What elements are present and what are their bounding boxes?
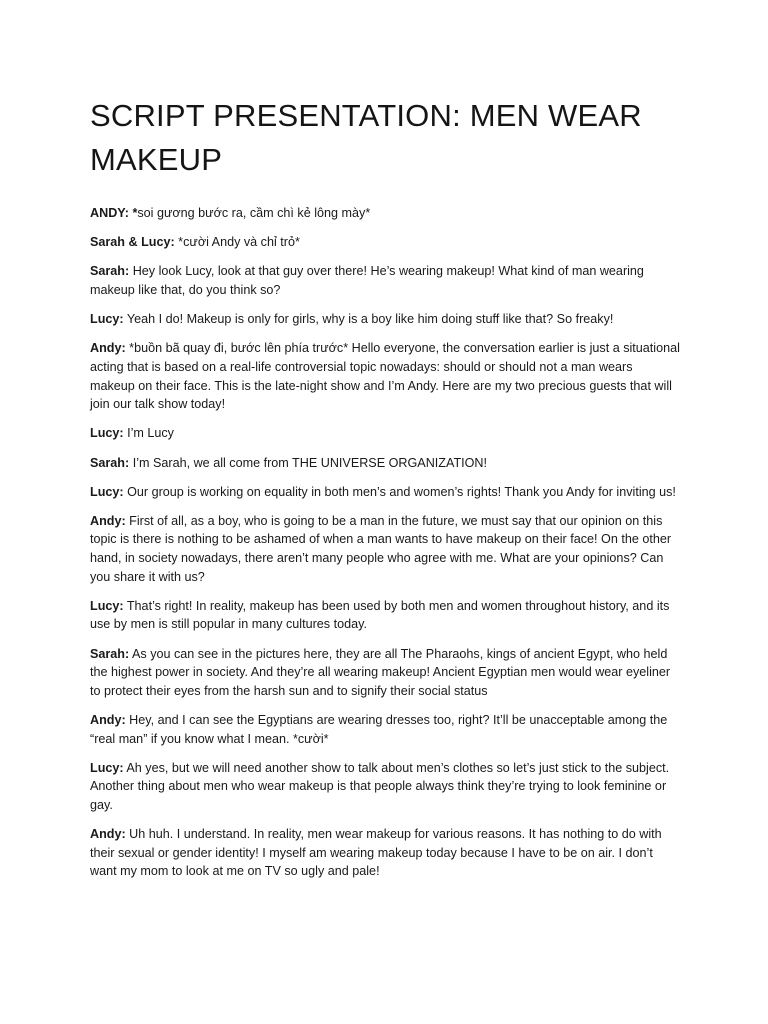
- dialogue-text: Our group is working on equality in both men’s and women’s rights! Thank you Andy for inviting us!: [123, 484, 676, 499]
- speaker-name: Lucy:: [90, 426, 124, 441]
- dialogue-text: Hey look Lucy, look at that guy over there! He’s wearing makeup! What kind of man wearing makeup like that, do you think so?: [90, 264, 644, 297]
- script-line: [90, 825, 680, 881]
- speaker-name: ANDY: *: [90, 206, 138, 220]
- script-line: [90, 204, 680, 223]
- dialogue-text: Uh huh. I understand. In reality, men wear makeup for various reasons. It has nothing to do with their sexual or gender identity! I myself am wearing makeup today because I have to be on air. I don’t want my mom to look at me on TV so ugly and pale!: [90, 827, 662, 879]
- script-line: [90, 645, 680, 701]
- script-line: [90, 454, 680, 473]
- dialogue-text: I’m Sarah, we all come from THE UNIVERSE ORGANIZATION!: [129, 455, 488, 470]
- speaker-name: Andy:: [90, 341, 126, 356]
- script-line: [90, 711, 680, 748]
- dialogue-text: Yeah I do! Makeup is only for girls, why is a boy like him doing stuff like that? So freaky!: [123, 312, 614, 327]
- speaker-name: Andy:: [90, 513, 126, 528]
- dialogue-text: I’m Lucy: [123, 426, 174, 441]
- dialogue-text: Ah yes, but we will need another show to talk about men’s clothes so let’s just stick to the subject. Another thing about men who wear makeup is that people always think they’re trying to look feminine or gay.: [90, 760, 670, 812]
- script-line: [90, 483, 680, 502]
- dialogue-text: That’s right! In reality, makeup has been used by both men and women throughout history, and its use by men is still popular in many cultures today.: [90, 598, 670, 632]
- dialogue-text: *buồn bã quay đi, bước lên phía trước* Hello everyone, the conversation earlier is just a situational acting that is based on a real-life controversial topic nowadays: should or should not a man wears makeup on their face. This is the late-night show and I’m Andy. Here are my two precious guests that will join our talk show today!: [90, 341, 680, 412]
- speaker-name: Sarah:: [90, 646, 130, 661]
- speaker-name: Sarah & Lucy:: [90, 235, 175, 250]
- dialogue-text: *cười Andy và chỉ trỏ*: [174, 235, 300, 250]
- script-line: [90, 424, 680, 443]
- document-title: SCRIPT PRESENTATION: MEN WEAR MAKEUP: [90, 98, 642, 177]
- speaker-name: Sarah:: [90, 264, 130, 279]
- script-line: [90, 597, 680, 634]
- speaker-name: Lucy:: [90, 760, 124, 775]
- script-line: [90, 310, 680, 329]
- script-line: [90, 512, 680, 586]
- speaker-name: Lucy:: [90, 598, 124, 613]
- speaker-name: Lucy:: [90, 484, 124, 499]
- dialogue-text: soi gương bước ra, cầm chì kẻ lông mày*: [137, 206, 371, 220]
- dialogue-text: As you can see in the pictures here, they are all The Pharaohs, kings of ancient Egypt, who held the highest power in society. And they’re all wearing makeup! Ancient Egyptian men would wear eyeliner to protect their eyes from the harsh sun and to signify their social status: [90, 646, 671, 698]
- speaker-name: Andy:: [90, 827, 126, 842]
- script-line: [90, 262, 680, 299]
- speaker-name: Sarah:: [90, 455, 130, 470]
- script-line: [90, 759, 680, 815]
- script-line: [90, 339, 680, 413]
- speaker-name: Andy:: [90, 713, 126, 727]
- dialogue-text: First of all, as a boy, who is going to be a man in the future, we must say that our opinion on this topic is there is nothing to be ashamed of when a man wants to have makeup on their face! On the other hand, in society nowadays, there aren’t many people who agree with me. What are your opinions? Can you share it with us?: [90, 513, 672, 584]
- speaker-name: Lucy:: [90, 312, 124, 327]
- script-line: [90, 233, 680, 252]
- dialogue-text: Hey, and I can see the Egyptians are wearing dresses too, right? It’ll be unacceptable among the “real man” if you know what I mean. *cười*: [90, 713, 668, 746]
